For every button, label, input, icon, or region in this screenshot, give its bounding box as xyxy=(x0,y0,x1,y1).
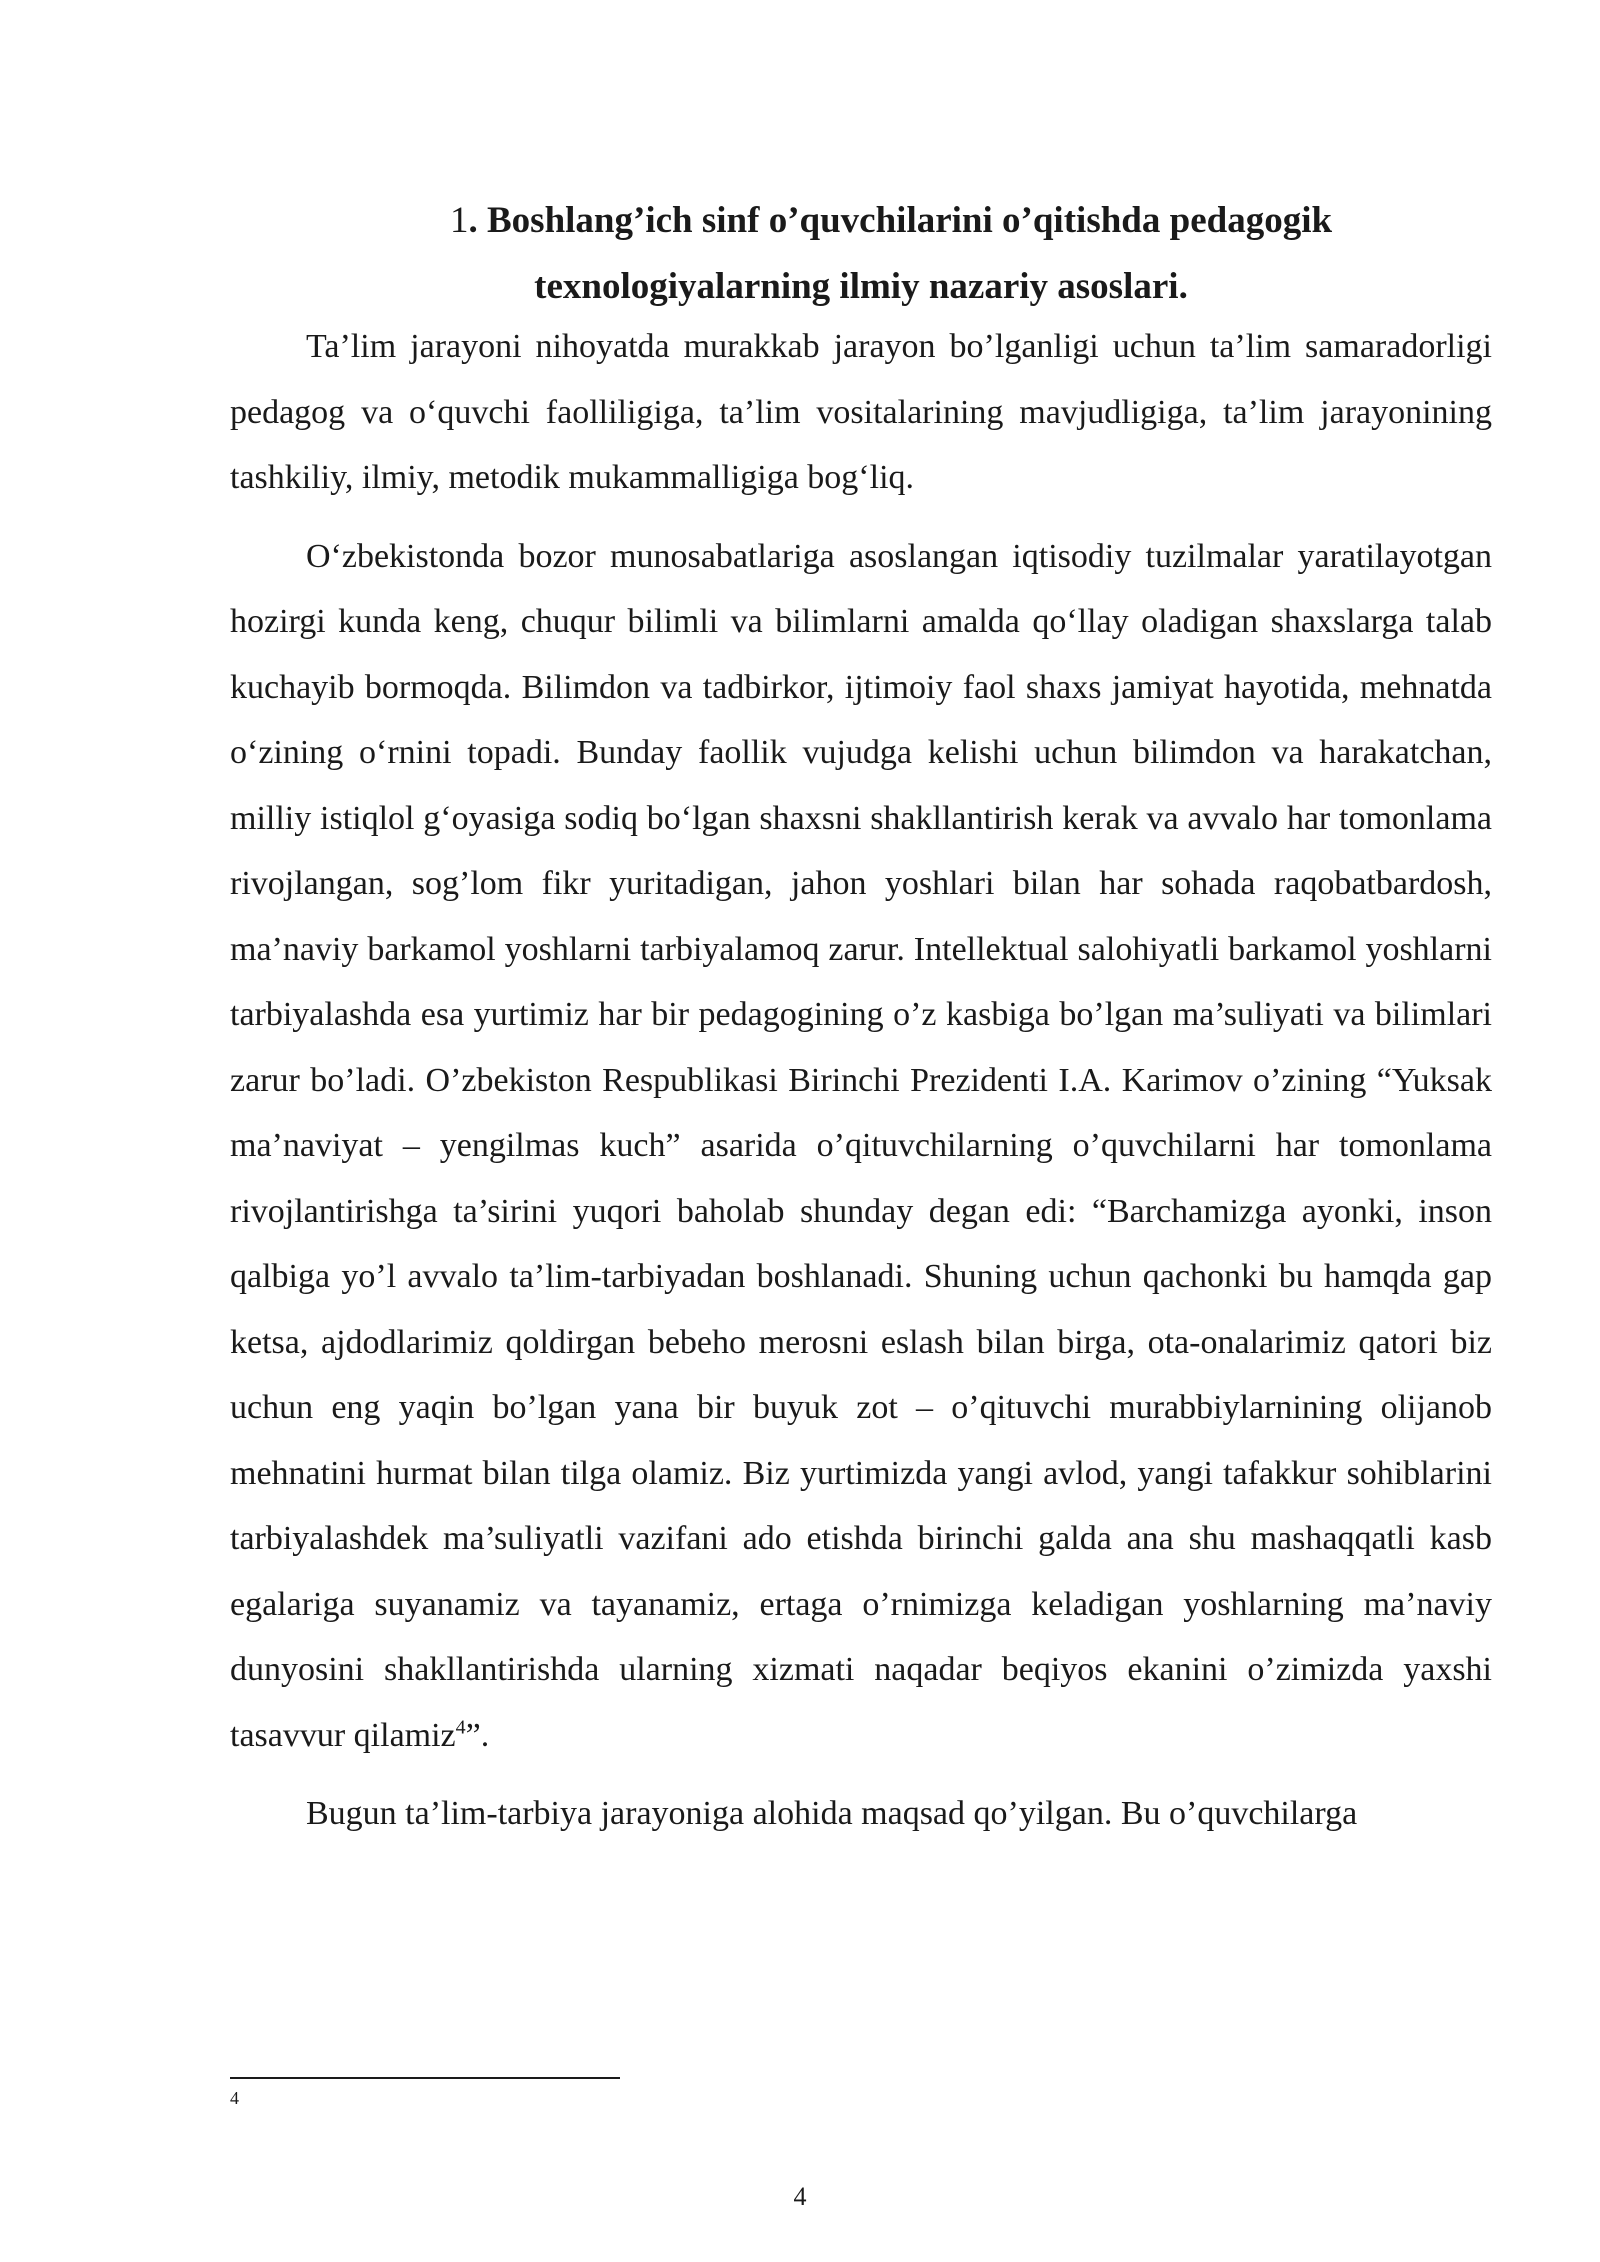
page-number: 4 xyxy=(793,2182,807,2211)
paragraph-2-text: O‘zbekistonda bozor munosabatlariga asoslangan iqtisodiy tuzilmalar yaratilayotgan hozirgi kunda keng, chuqur bilimli va bilimlarni amalda qo‘llay oladigan shaxslarga talab kuchayib bormoqda. Bilimdon va tadbirkor, ijtimoiy faol shaxs jamiyat hayotida, mehnatda o‘zining o‘rnini topadi. Bunday faollik vujudga kelishi uchun bilimdon va harakatchan, milliy istiqlol g‘oyasiga sodiq bo‘lgan shaxsni shakllantirish kerak va avvalo har tomonlama rivojlangan, sog’lom fikr yuritadigan, jahon yoshlari bilan har sohada raqobatbardosh, ma’naviy barkamol yoshlarni tarbiyalamoq zarur. Intellektual salohiyatli barkamol yoshlarni tarbiyalashda esa yurtimiz har bir pedagogining o’z kasbiga bo’lgan ma’suliyati va bilimlari zarur bo’ladi. O’zbekiston Respublikasi Birinchi Prezidenti I.A. Karimov o’zining “Yuksak ma’naviyat – yengilmas kuch” asarida o’qituvchilarning o’quvchilarni har tomonlama rivojlantirishga ta’sirini yuqori baholab shunday degan edi: “Barchamizga ayonki, inson qalbiga yo’l avvalo ta’lim-tarbiyadan boshlanadi. Shuning uchun qachonki bu hamqda gap ketsa, ajdodlarimiz qoldirgan bebeho merosni eslash bilan birga, ota-onalarimiz qatori biz uchun eng yaqin bo’lgan yana bir buyuk zot – o’qituvchi murabbiylarnining olijanob mehnatini hurmat bilan tilga olamiz. Biz yurtimizda yangi avlod, yangi tafakkur sohiblarini tarbiyalashdek ma’suliyatli vazifani ado etishda birinchi galda ana shu mashaqqatli kasb egalariga suyanamiz va tayanamiz, ertaga o’rnimizga keladigan yoshlarning ma’naviy dunyosini shakllantirishda ularning xizmati naqadar beqiyos ekanini o’zimizda yaxshi tasavvur qilamiz xyxy=(230,537,1492,1754)
paragraph-1: Ta’lim jarayoni nihoyatda murakkab jarayon bo’lganligi uchun ta’lim samaradorligi pedagog va o‘quvchi faolliligiga, ta’lim vositalarining mavjudligiga, ta’lim jarayonining tashkiliy, ilmiy, metodik mukammalligiga bog‘liq. xyxy=(230,328,1492,496)
body-text xyxy=(230,314,1492,1847)
footnote-mark: 4 xyxy=(230,2088,239,2108)
heading-line-1-text: . Boshlang’ich sinf o’quvchilarini o’qitishda pedagogik xyxy=(468,200,1333,241)
footnote-reference[interactable]: 4 xyxy=(455,1716,466,1739)
heading-line-2: texnologiyalarning ilmiy nazariy asoslari. xyxy=(534,266,1188,307)
section-heading xyxy=(230,188,1492,320)
heading-line-1 xyxy=(230,188,1492,254)
footnote-separator xyxy=(230,2077,620,2079)
paragraph-2-tail: ”. xyxy=(465,1716,490,1754)
paragraph-3: Bugun ta’lim-tarbiya jarayoniga alohida maqsad qo’yilgan. Bu o’quvchilarga xyxy=(306,1795,1358,1832)
paragraph-2 xyxy=(230,524,1492,1769)
heading-number: 1 xyxy=(450,200,469,241)
